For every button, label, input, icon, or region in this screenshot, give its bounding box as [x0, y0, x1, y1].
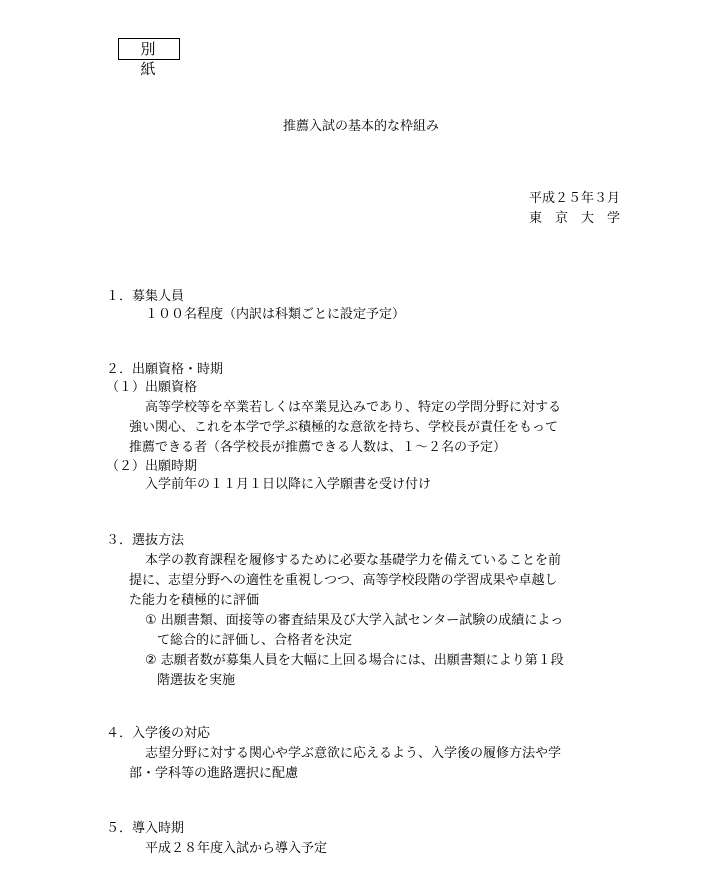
section-2-sub1-line: 強い関心、これを本学で学ぶ積極的な意欲を持ち、学校長が責任をもって: [129, 420, 559, 435]
section-3-line: 本学の教育課程を履修するために必要な基礎学力を備えていることを前: [145, 553, 562, 568]
section-4-line: 部・学科等の進路選択に配慮: [129, 766, 299, 781]
section-3-item-2-cont: 階選抜を実施: [157, 673, 236, 688]
section-3-item-1: ① 出願書類、面接等の審査結果及び大学入試センター試験の成績によっ: [145, 613, 564, 628]
section-4-line: 志望分野に対する関心や学ぶ意欲に応えるよう、入学後の履修方法や学: [145, 746, 562, 761]
section-2-heading: ２．出願資格・時期: [106, 362, 224, 377]
section-2-sub1-line: 推薦できる者（各学校長が推薦できる人数は、１～２名の予定）: [129, 440, 507, 455]
section-4-heading: ４．入学後の対応: [106, 726, 211, 741]
document-date: 平成２５年３月: [528, 191, 620, 206]
section-5-heading: ５．導入時期: [106, 821, 185, 836]
attachment-stamp: 別 紙: [118, 38, 180, 60]
section-1-body: １００名程度（内訳は科類ごとに設定予定）: [145, 307, 406, 322]
section-3-item-2: ② 志願者数が募集人員を大幅に上回る場合には、出願書類により第１段: [145, 653, 564, 668]
document-organization: 東 京 大 学: [528, 211, 620, 226]
section-2-sub2-body: 入学前年の１１月１日以降に入学願書を受け付け: [145, 477, 432, 492]
section-1-heading: １．募集人員: [106, 289, 185, 304]
document-title: 推薦入試の基本的な枠組み: [282, 119, 439, 134]
section-3-item-1-cont: て総合的に評価し、合格者を決定: [157, 633, 353, 648]
section-3-line: 提に、志望分野への適性を重視しつつ、高等学校段階の学習成果や卓越し: [129, 573, 558, 588]
section-2-sub1-heading: （１）出願資格: [106, 380, 198, 395]
section-5-body: 平成２８年度入試から導入予定: [145, 841, 328, 856]
section-3-heading: ３．選抜方法: [106, 533, 185, 548]
section-2-sub1-line: 高等学校等を卒業若しくは卒業見込みであり、特定の学問分野に対する: [145, 400, 562, 415]
section-2-sub2-heading: （２）出願時期: [106, 459, 198, 474]
section-3-line: た能力を積極的に評価: [129, 593, 260, 608]
